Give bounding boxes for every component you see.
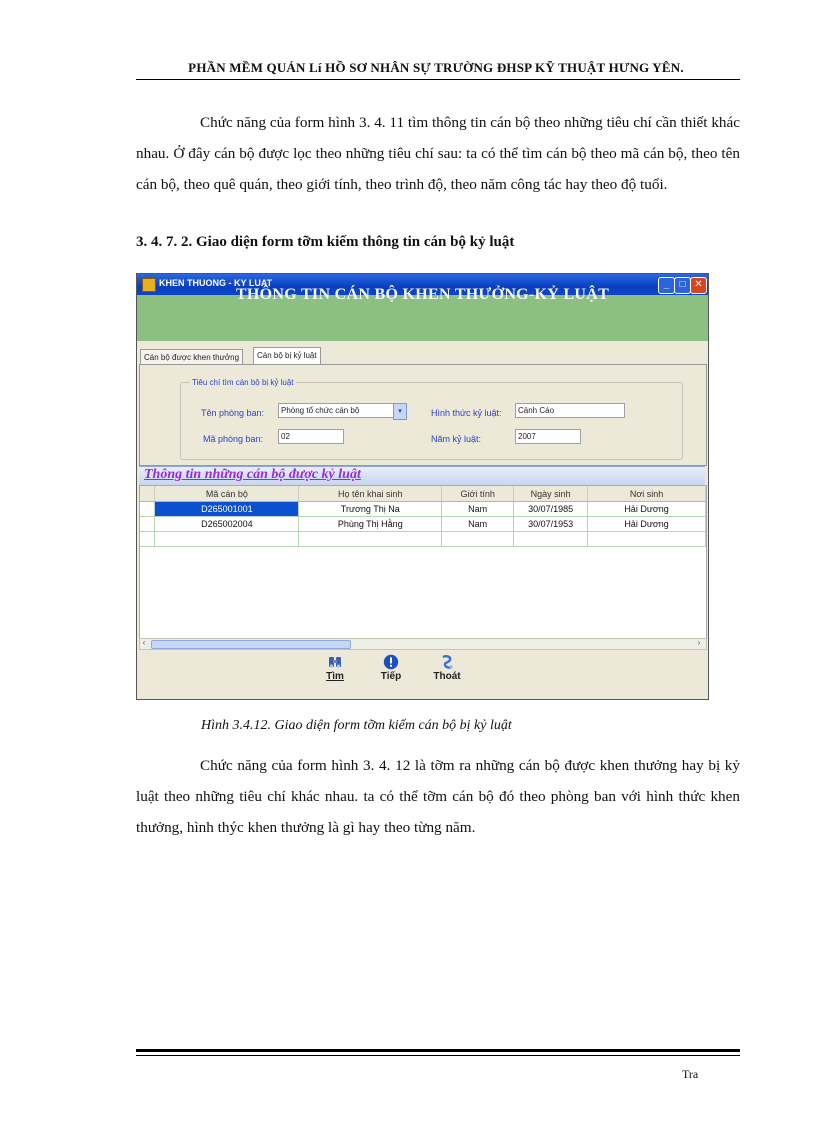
exit-button[interactable] xyxy=(425,654,469,690)
table-cell[interactable] xyxy=(588,532,706,547)
criteria-legend: Tiêu chí tìm cán bộ bị kỷ luật xyxy=(192,378,294,387)
column-header[interactable]: Ngày sinh xyxy=(514,486,588,502)
table-cell[interactable] xyxy=(442,532,514,547)
scrollbar-thumb[interactable] xyxy=(151,640,351,649)
banner-title: THÔNG TIN CÁN BỘ KHEN THƯỞNG-KỶ LUẬT xyxy=(235,286,610,303)
scroll-left-icon[interactable]: ‹ xyxy=(142,638,146,647)
table-cell[interactable]: Nam xyxy=(442,517,514,532)
data-grid[interactable] xyxy=(139,485,707,640)
window-title: KHEN THUONG - KY LUAT xyxy=(159,278,273,288)
next-button[interactable] xyxy=(369,654,413,690)
chevron-down-icon[interactable]: ▾ xyxy=(393,403,407,420)
close-button[interactable]: ✕ xyxy=(690,277,707,294)
criteria-group xyxy=(180,382,683,460)
footer-rule-thick xyxy=(136,1049,740,1052)
grid-caption: Thông tin những cán bộ được kỷ luật xyxy=(144,467,361,482)
column-header[interactable]: Mã cán bộ xyxy=(155,486,299,502)
row-header-cell[interactable] xyxy=(140,502,155,517)
exit-icon xyxy=(439,654,455,670)
table-cell[interactable]: D265001001 xyxy=(155,502,299,517)
footer-rule-thin xyxy=(136,1055,740,1056)
table-cell[interactable]: Hải Dương xyxy=(588,502,706,517)
table-cell[interactable]: Hải Dương xyxy=(588,517,706,532)
paragraph-1-text: Chức năng của form hình 3. 4. 11 tìm thông tin cán bộ theo những tiêu chí cần thiết khác nhau. Ở đây cán bộ được lọc theo những tiêu chí sau: ta có thể tìm cán bộ theo mã cán bộ, theo tên cán bộ, theo quê quán, theo giới tính, theo trình độ, theo năm công tác hay theo độ tuổi. xyxy=(136,114,740,193)
figure-caption: Hình 3.4.12. Giao diện form tỡm kiếm cán bộ bị kỷ luật xyxy=(201,718,512,733)
header-rule xyxy=(136,79,740,80)
table-cell[interactable] xyxy=(155,532,299,547)
tab-khen-thuong[interactable]: Cán bộ được khen thưởng xyxy=(140,349,243,365)
table-cell[interactable] xyxy=(514,532,588,547)
ma-phong-ban-input[interactable]: 02 xyxy=(278,429,344,444)
data-table xyxy=(140,486,706,547)
info-icon xyxy=(383,654,399,670)
column-header[interactable]: Họ tên khai sinh xyxy=(299,486,442,502)
column-header[interactable]: Giới tính xyxy=(442,486,514,502)
table-row[interactable] xyxy=(140,517,706,532)
row-header-cell[interactable] xyxy=(140,532,155,547)
exit-button-label: Thoát xyxy=(433,671,461,682)
search-button-label: Tìm xyxy=(326,671,344,682)
table-cell[interactable]: Trương Thị Na xyxy=(299,502,442,517)
table-cell[interactable]: 30/07/1985 xyxy=(514,502,588,517)
page-header: PHẦN MỀM QUẢN Lí HỒ SƠ NHÂN SỰ TRƯỜNG ĐHSP KỸ THUẬT HƯNG YÊN. xyxy=(188,60,684,75)
scroll-right-icon[interactable]: › xyxy=(697,638,701,647)
row-header-corner xyxy=(140,486,155,502)
table-cell[interactable]: Phùng Thị Hằng xyxy=(299,517,442,532)
row-header-cell[interactable] xyxy=(140,517,155,532)
tab-ky-luat[interactable]: Cán bộ bị kỷ luật xyxy=(253,347,321,365)
ten-phong-ban-label: Tên phòng ban: xyxy=(201,408,265,418)
app-window xyxy=(136,273,709,700)
table-row-new[interactable] xyxy=(140,532,706,547)
paragraph-1 xyxy=(136,107,740,200)
table-cell[interactable]: Nam xyxy=(442,502,514,517)
hinh-thuc-ky-luat-label: Hình thức kỷ luật: xyxy=(431,408,502,418)
table-cell[interactable]: 30/07/1953 xyxy=(514,517,588,532)
hinh-thuc-ky-luat-input[interactable]: Cảnh Cáo xyxy=(515,403,625,418)
paragraph-2 xyxy=(136,750,740,843)
table-row[interactable] xyxy=(140,502,706,517)
ma-phong-ban-label: Mã phòng ban: xyxy=(203,434,264,444)
paragraph-2-text: Chức năng của form hình 3. 4. 12 là tỡm ra những cán bộ được khen thưởng hay bị kỷ luật theo những tiêu chí khác nhau. ta có thể tỡm cán bộ đó theo phòng ban với hình thức khen thưởng, hình thýc khen thưởng là gì hay theo từng năm. xyxy=(136,757,740,836)
page-label: Tra xyxy=(682,1067,699,1081)
minimize-button[interactable]: _ xyxy=(658,277,675,294)
column-header[interactable]: Nơi sinh xyxy=(588,486,706,502)
nam-ky-luat-input[interactable]: 2007 xyxy=(515,429,581,444)
table-header-row xyxy=(140,486,706,502)
maximize-button[interactable]: □ xyxy=(674,277,691,294)
ten-phong-ban-select[interactable]: Phòng tổ chức cán bộ xyxy=(278,403,406,418)
section-heading: 3. 4. 7. 2. Giao diện form tỡm kiếm thông tin cán bộ kỷ luật xyxy=(136,234,515,250)
table-cell[interactable] xyxy=(299,532,442,547)
table-cell[interactable]: D265002004 xyxy=(155,517,299,532)
search-button[interactable] xyxy=(313,654,357,690)
binoculars-icon xyxy=(327,654,343,670)
next-button-label: Tiếp xyxy=(380,671,402,682)
nam-ky-luat-label: Năm kỷ luật: xyxy=(431,434,482,444)
